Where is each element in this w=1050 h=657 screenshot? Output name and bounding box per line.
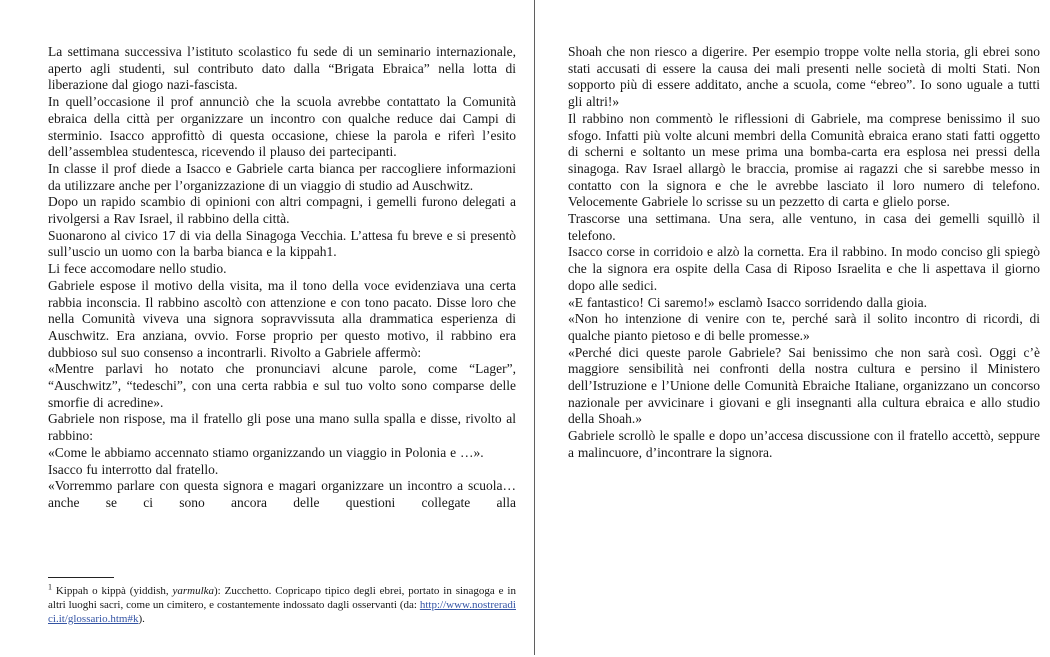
paragraph: Isacco corse in corridoio e alzò la cornetta. Era il rabbino. In modo conciso gli spiegò che la signora era ospite della Casa di Riposo Israelita e che li aspettava il giorno dopo alle sedici. — [568, 244, 1040, 293]
paragraph: Shoah che non riesco a digerire. Per esempio troppe volte nella storia, gli ebrei sono stati accusati di essere la causa dei mali presenti nelle società di molti Stati. Non sopporto più di essere additato, anche a scuola, come “ebreo”. Io sono uguale a tutti gli altri!» — [568, 44, 1040, 110]
paragraph: Trascorse una settimana. Una sera, alle ventuno, in casa dei gemelli squillò il telefono. — [568, 211, 1040, 243]
paragraph: Isacco fu interrotto dal fratello. — [48, 461, 219, 477]
paragraph: «Perché dici queste parole Gabriele? Sai benissimo che non sarà così. Oggi c’è maggiore sensibilità nei confronti della nostra cultura e persino il Ministero dell’Istruzione e l’Unione delle Comunità Ebraiche Italiane, organizzano un concorso nazionale per avvicinare i giovani e gli insegnanti alla cultura ebraica e allo studio della Shoah.» — [568, 344, 1040, 427]
paragraph: Gabriele scrollò le spalle e dopo un’accesa discussione con il fratello accettò, seppure a malincuore, d’incontrare la signora. — [568, 428, 1040, 460]
footnote-segment: ): Zucchetto. Copricapo tipico degli ebrei, portato in sinagoga e in altri luoghi sacri, come un cimitero, e costantemente indossato dagli osservanti (da: — [48, 585, 516, 611]
paragraph: Suonarono al civico 17 di via della Sinagoga Vecchia. L’attesa fu breve e si presentò sull’uscio un uomo con la barba bianca e la kippah1. — [48, 227, 516, 260]
paragraph: «Vorremmo parlare con questa signora e magari organizzare un incontro a scuola…anche se ci sono ancora delle questioni collegate alla — [48, 478, 516, 510]
footnote-text — [48, 582, 516, 626]
paragraph: «E fantastico! Ci saremo!» esclamò Isacco sorridendo dalla gioia. — [568, 294, 928, 310]
footnote-link[interactable]: http://www.nostreradici.it/glossario.htm#k — [48, 598, 516, 625]
footnote-italic-term: yarmulka — [172, 585, 215, 597]
paragraph: In classe il prof diede a Isacco e Gabriele carta bianca per raccogliere informazioni da utilizzare anche per l’organizzazione di un viaggio di studio ad Auschwitz. — [48, 160, 516, 193]
paragraph: Gabriele espose il motivo della visita, ma il tono della voce evidenziava una certa rabbia inconscia. Il rabbino ascoltò con attenzione e con tono pacato. Disse loro che nella Comunità viveva una signora sopravvissuta alla drammatica esperienza di Auschwitz. Era anziana, ovvio. Forse proprio per questo motivo, il rabbino era dubbioso sul suo consenso a incontrarli. Rivolto a Gabriele affermò: — [48, 277, 516, 360]
footnote-segment: Kippah o kippà (yiddish, — [52, 585, 173, 597]
footnote-separator — [48, 577, 114, 578]
paragraph: Il rabbino non commentò le riflessioni di Gabriele, ma comprese benissimo il suo sfogo. Infatti più volte alcuni membri della Comunità ebraica erano stati fatti oggetto di scherni e soltanto un mese prima una bomba-carta era esplosa nei pressi della sinagoga. Rav Israel allargò le braccia, promise ai ragazzi che si sarebbe messo in contatto con la signora e che le avrebbe lasciato il loro numero di telefono. Velocemente Gabriele lo scrisse su un pezzetto di carta e glielo porse. — [568, 110, 1040, 210]
page-left-text — [48, 44, 516, 512]
paragraph: In quell’occasione il prof annunciò che la scuola avrebbe contattato la Comunità ebraica della città per organizzare un incontro con qualche reduce dai Campi di sterminio. Isacco approfittò di questa occasione, chiese la parola e riferì l’esito dell’assemblea studentesca, ricevendo il plauso dei partecipanti. — [48, 94, 516, 160]
paragraph: «Mentre parlavi ho notato che pronunciavi alcune parole, come “Lager”, “Auschwitz”, “tedeschi”, con una certa rabbia e sul tuo volto sono comparse delle smorfie di acredine». — [48, 361, 516, 410]
page-right-text — [568, 44, 1040, 462]
footnote — [48, 577, 516, 626]
page-divider — [534, 0, 535, 655]
paragraph: Li fece accomodare nello studio. — [48, 261, 227, 277]
paragraph: «Non ho intenzione di venire con te, perché sarà il solito incontro di ricordi, di qualche pianto pietoso e di belle promesse.» — [568, 311, 1040, 343]
paragraph: «Come le abbiamo accennato stiamo organizzando un viaggio in Polonia e …». — [48, 444, 484, 460]
footnote-marker: 1 — [48, 582, 52, 592]
paragraph: Dopo un rapido scambio di opinioni con altri compagni, i gemelli furono delegati a rivolgersi a Rav Israel, il rabbino della città. — [48, 194, 516, 227]
footnote-segment: ). — [138, 612, 145, 625]
paragraph: Gabriele non rispose, ma il fratello gli pose una mano sulla spalla e disse, rivolto al rabbino: — [48, 411, 516, 444]
paragraph: La settimana successiva l’istituto scolastico fu sede di un seminario internazionale, aperto agli studenti, sul contributo dato dalla “Brigata Ebraica” nella lotta di liberazione dal giogo nazi-fascista. — [48, 44, 516, 93]
